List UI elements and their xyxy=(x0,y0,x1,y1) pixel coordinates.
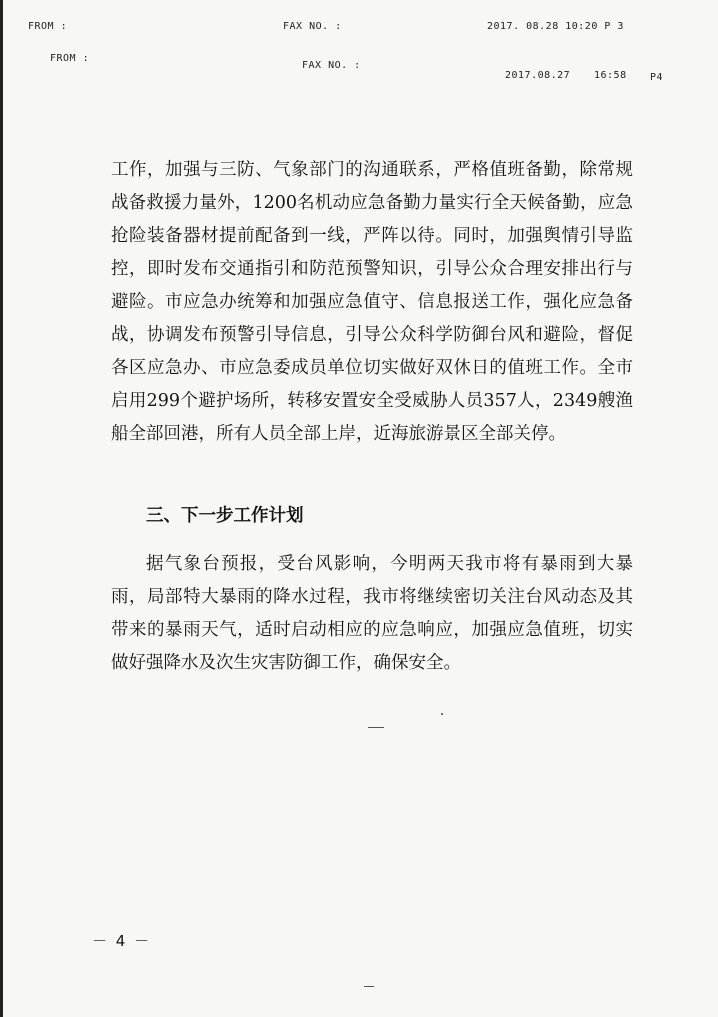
fax-number-label-1: FAX NO. : xyxy=(283,21,342,32)
body-paragraph-2: 据气象台预报，受台风影响，今明两天我市将有暴雨到大暴雨，局部特大暴雨的降水过程，我市将继续密切关注台风动态及其带来的暴雨天气，适时启动相应的应急响应，加强应急值班，切实做好强降水及次生灾害防御工作，确保安全。 xyxy=(111,554,633,673)
scan-speck xyxy=(441,713,443,715)
fax-from-label-2: FROM : xyxy=(50,53,90,64)
scan-mark xyxy=(368,727,384,728)
page-number: － 4 － xyxy=(92,932,152,950)
fax-from-label-1: FROM : xyxy=(28,21,68,32)
fax-date-2: 2017.08.27 xyxy=(505,70,571,81)
body-paragraph-1: 工作，加强与三防、气象部门的沟通联系，严格值班备勤，除常规战备救援力量外，1200名机动应急备勤力量实行全天候备勤，应急抢险装备器材提前配备到一线，严阵以待。同时，加强舆情引导监控，即时发布交通指引和防范预警知识，引导公众合理安排出行与避险。市应急办统筹和加强应急值守、信息报送工作，强化应急备战，协调发布预警引导信息，引导公众科学防御台风和避险，督促各区应急办、市应急委成员单位切实做好双休日的值班工作。全市启用299个避护场所，转移安置安全受威胁人员357人，2349艘渔船全部回港，所有人员全部上岸，近海旅游景区全部关停。 xyxy=(111,160,633,444)
fax-time-2: 16:58 xyxy=(594,70,627,81)
fax-datetime-1: 2017. 08.28 10:20 P 3 xyxy=(487,21,624,32)
scan-mark-bottom xyxy=(364,986,374,987)
page-edge xyxy=(0,0,3,1017)
section-heading: 三、下一步工作计划 xyxy=(146,506,304,526)
fax-page-2: P4 xyxy=(650,72,664,83)
fax-number-label-2: FAX NO. : xyxy=(302,60,361,71)
